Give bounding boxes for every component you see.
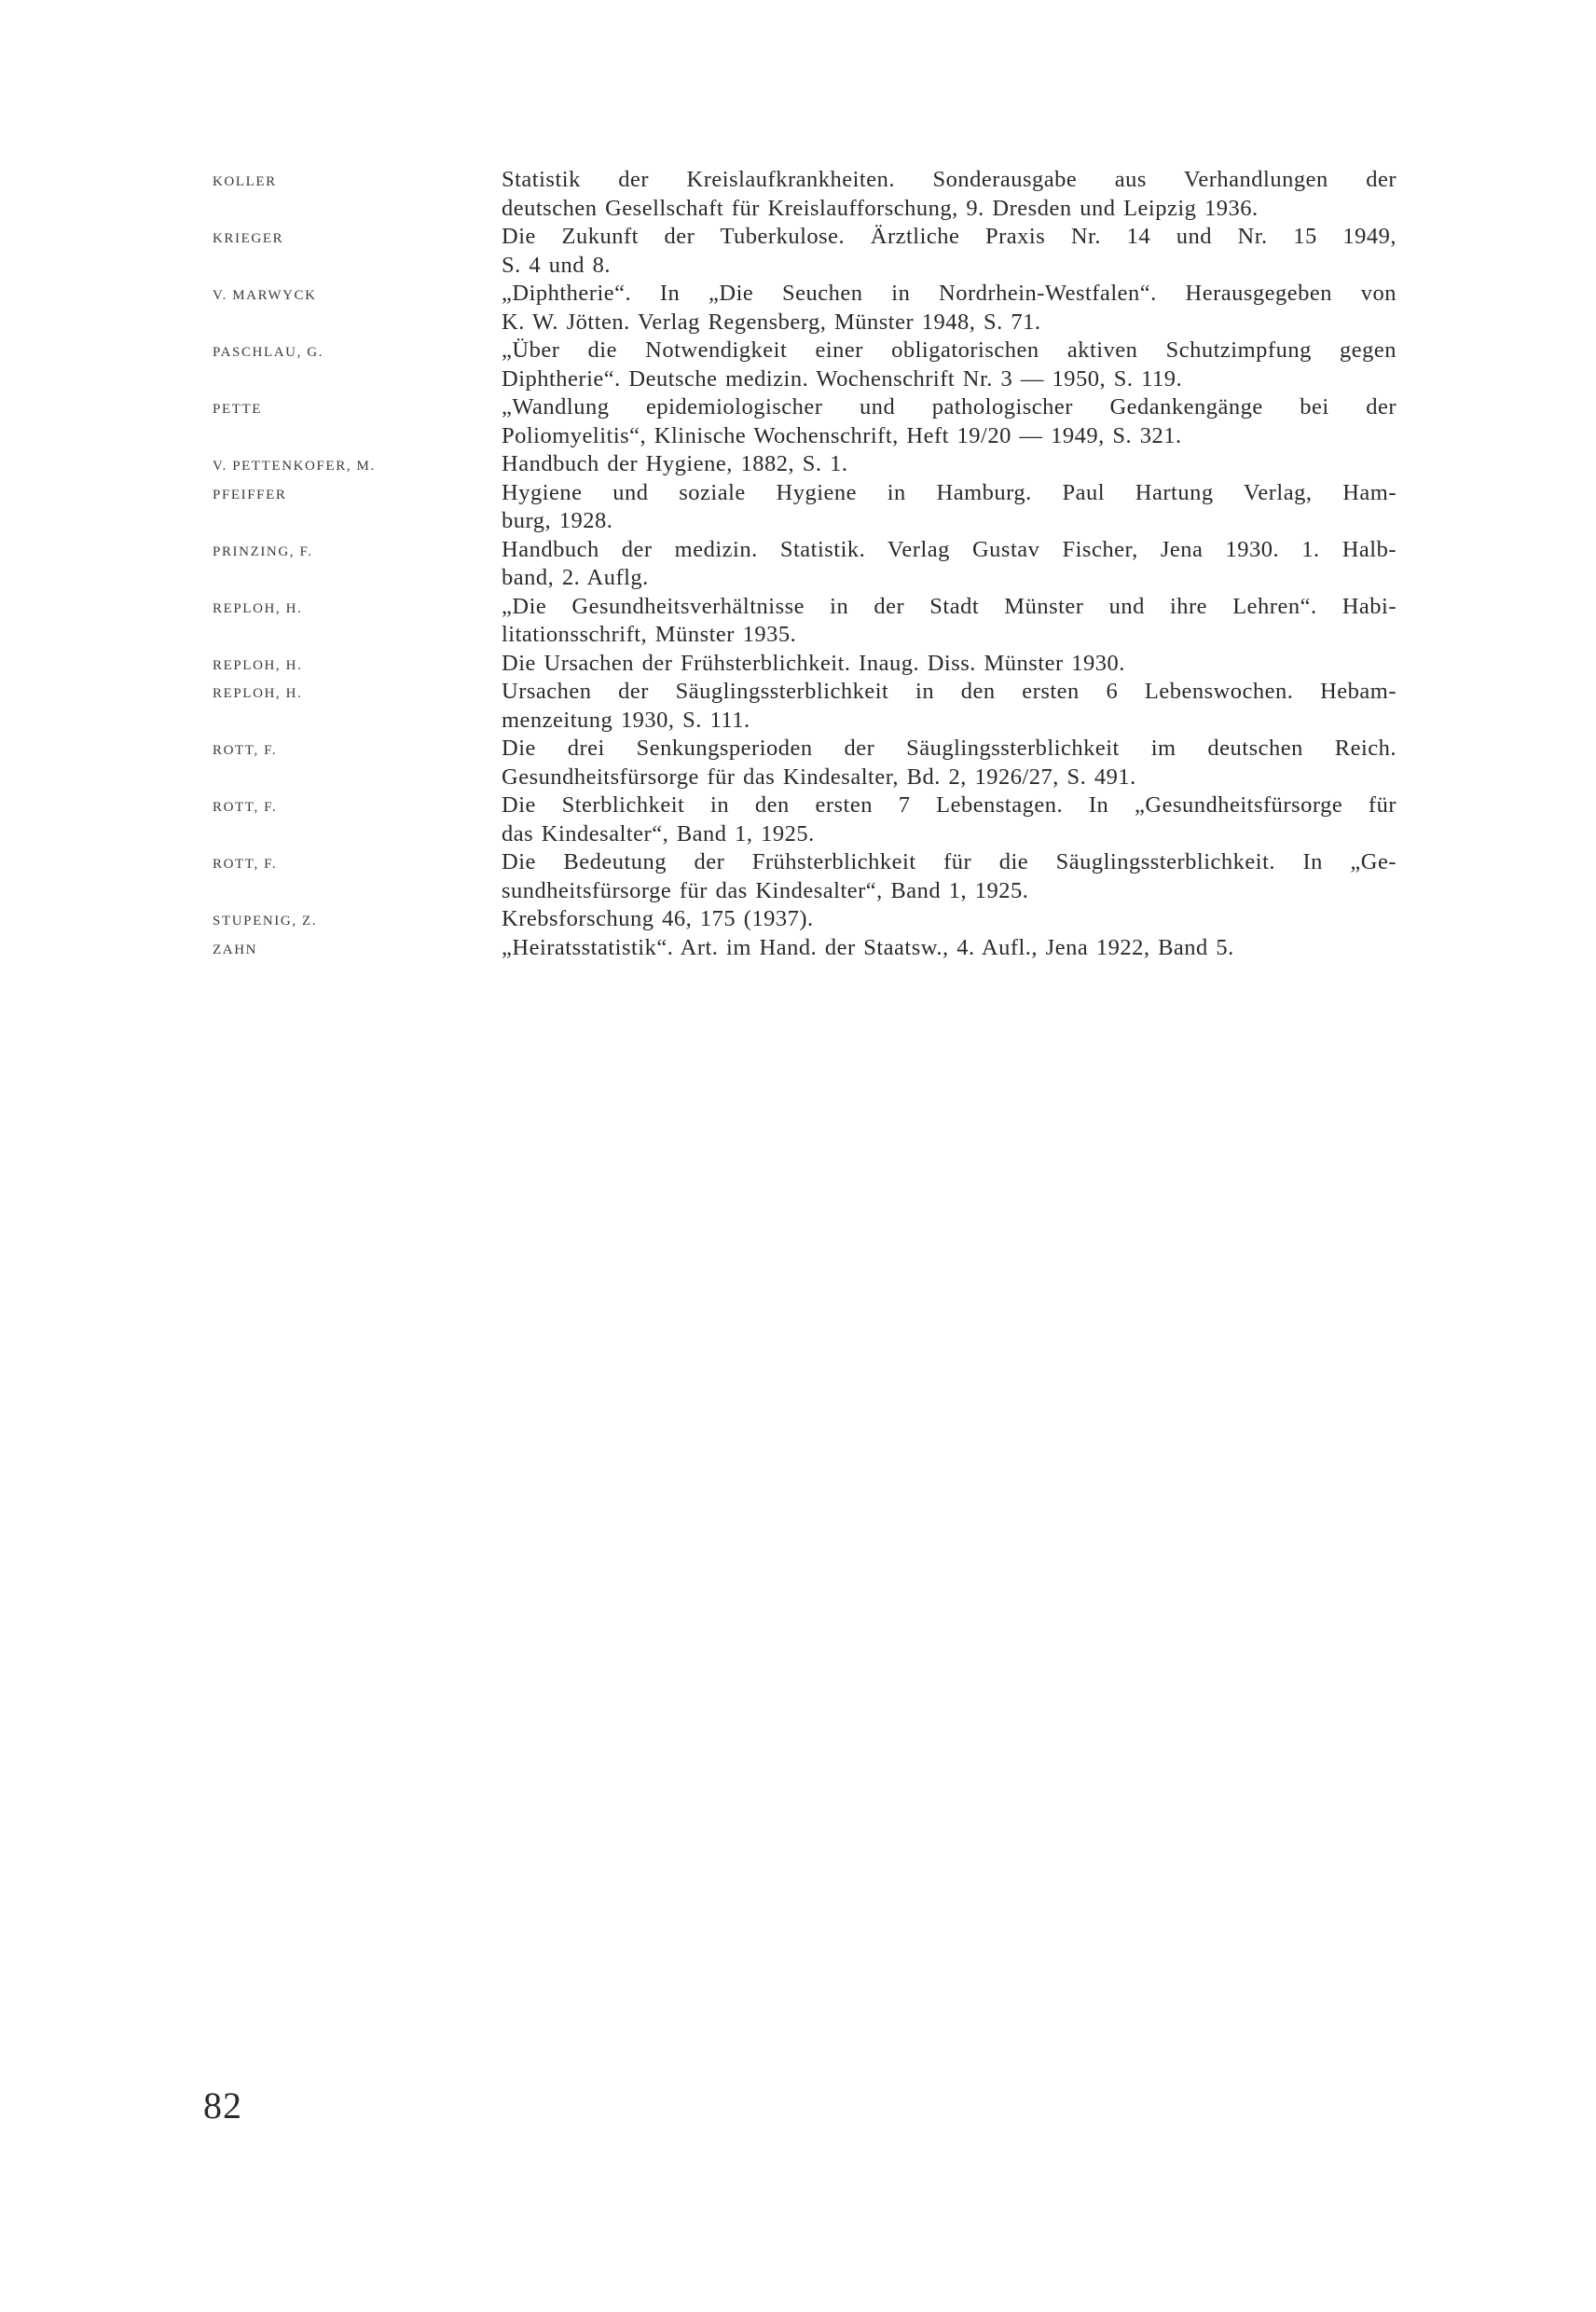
- reference-text: [502, 735, 1396, 791]
- reference-line: menzeitung 1930, S. 111.: [502, 707, 750, 733]
- reference-text: [502, 848, 1396, 905]
- reference-entry: [213, 848, 1396, 905]
- reference-text: [502, 223, 1396, 280]
- reference-line: K. W. Jötten. Verlag Regensberg, Münster 1948, S. 71.: [502, 309, 1041, 335]
- reference-text: [502, 450, 1396, 479]
- reference-entry: [213, 934, 1396, 963]
- reference-entry: [213, 593, 1396, 650]
- reference-line: Handbuch der Hygiene, 1882, S. 1.: [502, 451, 848, 476]
- reference-entry: [213, 166, 1396, 223]
- reference-text: [502, 393, 1396, 450]
- reference-entry: [213, 536, 1396, 593]
- reference-line: band, 2. Auflg.: [502, 565, 649, 590]
- reference-entry: [213, 223, 1396, 280]
- reference-entry: [213, 280, 1396, 337]
- reference-entry: [213, 393, 1396, 450]
- reference-author: KOLLER: [213, 174, 277, 189]
- reference-entry: [213, 735, 1396, 791]
- reference-line: Gesundheitsfürsorge für das Kindesalter, Bd. 2, 1926/27, S. 491.: [502, 764, 1136, 790]
- reference-entry: [213, 479, 1396, 536]
- reference-author: V. MARWYCK: [213, 288, 317, 303]
- reference-line: Die Ursachen der Frühsterblichkeit. Inaug. Diss. Münster 1930.: [502, 650, 1125, 676]
- reference-line: „Wandlung epidemiologischer und pathologischer Gedankengänge bei der: [502, 394, 1396, 420]
- reference-author: V. PETTENKOFER, M.: [213, 459, 376, 474]
- reference-line: Die Bedeutung der Frühsterblichkeit für die Säuglingssterblichkeit. In „Ge-: [502, 849, 1396, 874]
- reference-line: Hygiene und soziale Hygiene in Hamburg. Paul Hartung Verlag, Ham-: [502, 479, 1396, 505]
- reference-text: [502, 337, 1396, 393]
- reference-author: PFEIFFER: [213, 487, 287, 502]
- reference-author: PETTE: [213, 402, 262, 417]
- reference-author: ZAHN: [213, 942, 258, 957]
- reference-entry: [213, 337, 1396, 393]
- reference-text: [502, 593, 1396, 650]
- reference-text: [502, 905, 1396, 934]
- reference-entry: [213, 791, 1396, 848]
- reference-line: Die Zukunft der Tuberkulose. Ärztliche Praxis Nr. 14 und Nr. 15 1949,: [502, 224, 1396, 249]
- reference-author: REPLOH, H.: [213, 657, 303, 673]
- reference-line: „Heiratsstatistik“. Art. im Hand. der Staatsw., 4. Aufl., Jena 1922, Band 5.: [502, 934, 1234, 960]
- reference-line: litationsschrift, Münster 1935.: [502, 622, 797, 647]
- reference-line: „Über die Notwendigkeit einer obligatorischen aktiven Schutzimpfung gegen: [502, 337, 1396, 363]
- reference-entry: [213, 678, 1396, 735]
- reference-line: Statistik der Kreislaufkrankheiten. Sonderausgabe aus Verhandlungen der: [502, 167, 1396, 192]
- reference-author: ROTT, F.: [213, 800, 278, 815]
- reference-text: [502, 536, 1396, 593]
- reference-text: [502, 678, 1396, 735]
- reference-author: STUPENIG, Z.: [213, 914, 318, 929]
- reference-author: REPLOH, H.: [213, 686, 303, 701]
- reference-entry: [213, 450, 1396, 479]
- reference-line: burg, 1928.: [502, 508, 613, 533]
- reference-entry: [213, 905, 1396, 934]
- reference-line: S. 4 und 8.: [502, 252, 612, 278]
- reference-text: [502, 650, 1396, 679]
- reference-text: [502, 934, 1396, 963]
- bibliography-list: [213, 166, 1396, 962]
- reference-entry: [213, 650, 1396, 679]
- reference-text: [502, 479, 1396, 536]
- reference-author: PASCHLAU, G.: [213, 345, 324, 360]
- reference-line: Ursachen der Säuglingssterblichkeit in den ersten 6 Lebenswochen. Hebam-: [502, 679, 1396, 704]
- reference-author: PRINZING, F.: [213, 544, 313, 559]
- reference-line: „Diphtherie“. In „Die Seuchen in Nordrhein-Westfalen“. Herausgegeben von: [502, 281, 1396, 306]
- reference-line: Poliomyelitis“, Klinische Wochenschrift, Heft 19/20 — 1949, S. 321.: [502, 422, 1182, 448]
- reference-text: [502, 791, 1396, 848]
- reference-line: Krebsforschung 46, 175 (1937).: [502, 906, 814, 931]
- reference-line: Diphtherie“. Deutsche medizin. Wochenschrift Nr. 3 — 1950, S. 119.: [502, 365, 1183, 392]
- reference-text: [502, 166, 1396, 223]
- reference-text: [502, 280, 1396, 337]
- reference-line: Handbuch der medizin. Statistik. Verlag Gustav Fischer, Jena 1930. 1. Halb-: [502, 536, 1396, 562]
- reference-line: das Kindesalter“, Band 1, 1925.: [502, 820, 815, 846]
- reference-line: „Die Gesundheitsverhältnisse in der Stadt Münster und ihre Lehren“. Habi-: [502, 593, 1396, 619]
- reference-line: Die Sterblichkeit in den ersten 7 Lebenstagen. In „Gesundheitsfürsorge für: [502, 792, 1396, 818]
- reference-author: REPLOH, H.: [213, 600, 303, 616]
- reference-author: ROTT, F.: [213, 743, 278, 758]
- reference-line: sundheitsfürsorge für das Kindesalter“, Band 1, 1925.: [502, 877, 1029, 903]
- reference-line: Die drei Senkungsperioden der Säuglingssterblichkeit im deutschen Reich.: [502, 736, 1396, 761]
- reference-author: KRIEGER: [213, 231, 284, 246]
- reference-line: deutschen Gesellschaft für Kreislaufforschung, 9. Dresden und Leipzig 1936.: [502, 195, 1259, 221]
- reference-author: ROTT, F.: [213, 857, 278, 872]
- page-number: 82: [203, 2085, 242, 2126]
